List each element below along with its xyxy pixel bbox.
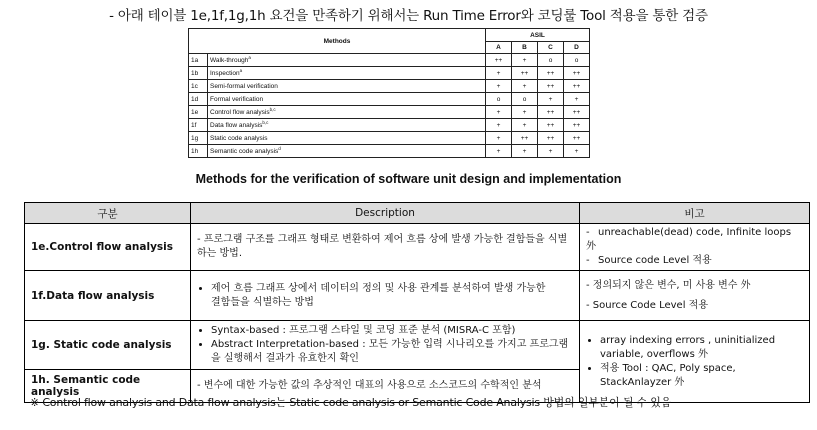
asil-method-text: Static code analysis (210, 134, 268, 142)
row-desc-1g (191, 321, 580, 370)
asil-method-text: Inspection (210, 70, 240, 78)
asil-footnote-mark: a (239, 68, 243, 74)
asil-value: ++ (564, 106, 590, 119)
asil-value: + (486, 80, 512, 93)
row-name-1h: 1h. Semantic code analysis (25, 370, 191, 403)
remark-1f-1: - 정의되지 않은 변수, 미 사용 변수 外 (586, 279, 751, 291)
asil-row (189, 67, 590, 80)
asil-value: ++ (538, 80, 564, 93)
asil-value: + (538, 93, 564, 106)
verification-methods-table (24, 202, 810, 403)
asil-value: ++ (538, 106, 564, 119)
asil-row-id: 1f (189, 119, 208, 132)
asil-footnote-mark: b,c (262, 120, 269, 126)
asil-row-method (208, 119, 486, 132)
asil-footnote-mark: b,c (269, 107, 276, 113)
row-remarks-1f (580, 271, 810, 321)
table-row (25, 224, 810, 271)
asil-method-text: Semantic code analysis (210, 148, 279, 156)
row-name-1e: 1e.Control flow analysis (25, 224, 191, 271)
asil-methods-table (188, 28, 590, 158)
asil-method-text: Semi-formal verification (210, 82, 278, 90)
asil-row-method (208, 93, 486, 106)
asil-value: + (486, 132, 512, 145)
asil-level-d: D (564, 42, 590, 54)
asil-footnote-mark: a (248, 55, 251, 61)
asil-value: + (486, 119, 512, 132)
desc-1f-line2: 결함들을 식별하는 방법 (211, 296, 314, 308)
row-desc-1f (191, 271, 580, 321)
header-category: 구분 (25, 203, 191, 224)
asil-value: + (512, 80, 538, 93)
asil-value: ++ (564, 67, 590, 80)
remark-1e-2: Source code Level 적용 (598, 255, 712, 266)
remark-gh-2: • 적용 Tool : QAC, Poly space, StackAnlayzer 外 (600, 362, 803, 390)
row-name-1f: 1f.Data flow analysis (25, 271, 191, 321)
asil-row-id: 1h (189, 145, 208, 158)
asil-value: ++ (564, 80, 590, 93)
asil-method-text: Control flow analysis (210, 109, 270, 117)
header-remarks: 비고 (580, 203, 810, 224)
asil-row (189, 106, 590, 119)
asil-value: + (512, 54, 538, 67)
asil-row (189, 80, 590, 93)
asil-value: + (486, 67, 512, 80)
asil-row-id: 1c (189, 80, 208, 93)
asil-method-text: Walk-through (210, 57, 249, 65)
asil-value: + (538, 145, 564, 158)
asil-row-id: 1g (189, 132, 208, 145)
asil-level-b: B (512, 42, 538, 54)
asil-row-method (208, 145, 486, 158)
asil-method-text: Data flow analysis (210, 122, 263, 130)
row-remarks-1e: - unreachable(dead) code, Infinite loops 外 - Source code Level 적용 (580, 224, 810, 271)
asil-row-method (208, 80, 486, 93)
page-heading: - 아래 테이블 1e,1f,1g,1h 요건을 만족하기 위해서는 Run Time Error와 코딩룰 Tool 적용을 통한 검증 (109, 8, 708, 24)
asil-row-method (208, 54, 486, 67)
asil-level-c: C (538, 42, 564, 54)
desc-1f-line1: • 제어 흐름 그래프 상에서 데이터의 정의 및 사용 관계를 분석하여 발생 가능한 (211, 282, 573, 296)
asil-value: o (486, 93, 512, 106)
table-caption: Methods for the verification of software unit design and implementation (195, 172, 622, 186)
asil-value: ++ (486, 54, 512, 67)
asil-value: ++ (512, 132, 538, 145)
asil-header: ASIL (486, 29, 590, 42)
asil-row-id: 1d (189, 93, 208, 106)
asil-value: + (564, 93, 590, 106)
asil-value: + (486, 106, 512, 119)
asil-row (189, 132, 590, 145)
asil-level-a: A (486, 42, 512, 54)
asil-value: ++ (564, 119, 590, 132)
footnote: ※ Control flow analysis and Data flow analysis는 Static code analysis or Semantic Code Analysis 방법의 일부분이 될 수 있음 (30, 396, 672, 409)
row-remarks-gh (580, 321, 810, 403)
asil-row-method (208, 106, 486, 119)
asil-value: ++ (538, 119, 564, 132)
asil-row-method (208, 67, 486, 80)
desc-1g-2: • Abstract Interpretation-based : 모든 가능한 입력 시나리오를 가지고 프로그램을 실행해서 결과가 유효한지 확인 (211, 338, 573, 366)
asil-value: o (512, 93, 538, 106)
asil-value: + (512, 145, 538, 158)
asil-value: ++ (564, 132, 590, 145)
asil-row-id: 1b (189, 67, 208, 80)
header-description: Description (191, 203, 580, 224)
asil-value: ++ (538, 67, 564, 80)
asil-row (189, 54, 590, 67)
table-row (25, 271, 810, 321)
asil-value: o (564, 54, 590, 67)
methods-header: Methods (189, 29, 486, 54)
asil-value: ++ (538, 132, 564, 145)
asil-row (189, 93, 590, 106)
asil-row-method (208, 132, 486, 145)
asil-value: + (486, 145, 512, 158)
asil-row (189, 145, 590, 158)
row-desc-1h: - 변수에 대한 가능한 값의 추상적인 대표의 사용으로 소스코드의 수학적인 분석 (191, 370, 580, 403)
asil-row-id: 1a (189, 54, 208, 67)
asil-value: ++ (512, 67, 538, 80)
asil-footnote-mark: d (278, 146, 281, 152)
row-name-1g: 1g. Static code analysis (25, 321, 191, 370)
remark-1e-1: unreachable(dead) code, Infinite loops 外 (586, 227, 792, 252)
asil-method-text: Formal verification (210, 95, 264, 103)
row-desc-1e: - 프로그램 구조를 그래프 형태로 변환하여 제어 흐름 상에 발생 가능한 결함들을 식별하는 방법. (191, 224, 580, 271)
remark-gh-1: • array indexing errors , uninitialized variable, overflows 外 (600, 334, 803, 362)
asil-value: + (564, 145, 590, 158)
asil-value: + (512, 119, 538, 132)
remark-1f-2: - Source Code Level 적용 (586, 299, 708, 311)
asil-row (189, 119, 590, 132)
asil-value: o (538, 54, 564, 67)
table-row (25, 321, 810, 370)
asil-row-id: 1e (189, 106, 208, 119)
asil-value: + (512, 106, 538, 119)
desc-1g-1: • Syntax-based : 프로그램 스타일 및 코딩 표준 분석 (MISRA-C 포함) (211, 324, 573, 338)
